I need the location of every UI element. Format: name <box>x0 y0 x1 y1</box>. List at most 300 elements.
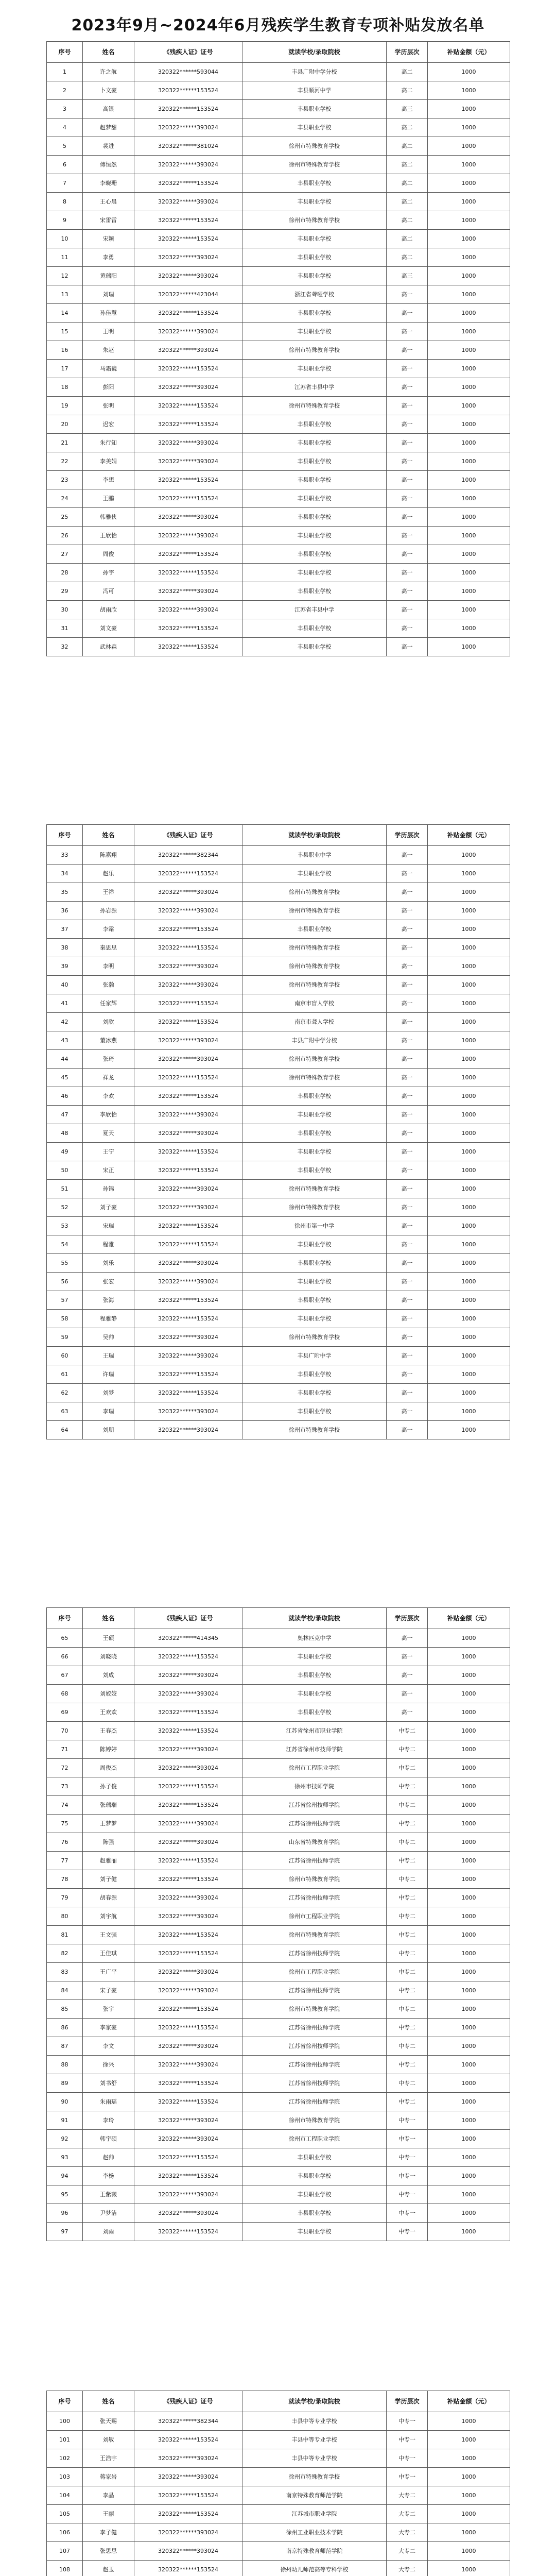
education-level: 中专二 <box>387 1870 428 1889</box>
education-level: 中专二 <box>387 1907 428 1926</box>
education-level: 高一 <box>387 1273 428 1291</box>
school-name: 徐州市工程职业学院 <box>242 1907 387 1926</box>
table-row <box>47 434 510 452</box>
subsidy-amount: 1000 <box>428 1777 510 1796</box>
student-name: 李美娟 <box>83 452 134 471</box>
table-row <box>47 304 510 323</box>
subsidy-amount: 1000 <box>428 63 510 81</box>
school-name: 江苏省徐州市职业学院 <box>242 1722 387 1740</box>
education-level: 高一 <box>387 471 428 489</box>
education-level: 高一 <box>387 1124 428 1143</box>
row-number: 63 <box>47 1402 83 1421</box>
education-level: 高一 <box>387 1143 428 1161</box>
subsidy-amount: 1000 <box>428 2486 510 2505</box>
student-name: 吴帅 <box>83 1328 134 1347</box>
education-level: 中专一 <box>387 2111 428 2130</box>
education-level: 高二 <box>387 137 428 156</box>
row-number: 21 <box>47 434 83 452</box>
school-name: 徐州市第一中学 <box>242 1217 387 1235</box>
column-header: 补贴金额（元） <box>428 2391 510 2412</box>
education-level: 高一 <box>387 619 428 638</box>
school-name: 丰县职业学校 <box>242 452 387 471</box>
table-header-row <box>47 42 510 63</box>
school-name: 丰县中等专业学校 <box>242 2412 387 2431</box>
row-number: 33 <box>47 846 83 865</box>
row-number: 25 <box>47 508 83 527</box>
row-number: 94 <box>47 2167 83 2185</box>
row-number: 70 <box>47 1722 83 1740</box>
school-name: 丰县广附中学分校 <box>242 1031 387 1050</box>
disability-cert-number: 320322******393024 <box>134 902 242 920</box>
student-name: 傅恒然 <box>83 156 134 174</box>
disability-cert-number: 320322******153524 <box>134 1722 242 1740</box>
school-name: 丰县职业学校 <box>242 508 387 527</box>
school-name: 丰县广附中学分校 <box>242 63 387 81</box>
disability-cert-number: 320322******393024 <box>134 341 242 360</box>
subsidy-amount: 1000 <box>428 2093 510 2111</box>
table-row <box>47 619 510 638</box>
table-page-1 <box>46 41 510 656</box>
row-number: 19 <box>47 397 83 415</box>
education-level: 高一 <box>387 883 428 902</box>
row-number: 15 <box>47 323 83 341</box>
subsidy-amount: 1000 <box>428 920 510 939</box>
disability-cert-number: 320322******393024 <box>134 2130 242 2148</box>
row-number: 59 <box>47 1328 83 1347</box>
student-name: 刘朋 <box>83 1421 134 1439</box>
subsidy-amount: 1000 <box>428 2542 510 2561</box>
education-level: 中专二 <box>387 2056 428 2074</box>
table-row <box>47 1402 510 1421</box>
table-row <box>47 2019 510 2037</box>
table-row <box>47 920 510 939</box>
subsidy-amount: 1000 <box>428 452 510 471</box>
school-name: 徐州市技师学院 <box>242 1777 387 1796</box>
school-name: 丰县广附中学 <box>242 1347 387 1365</box>
table-row <box>47 1254 510 1273</box>
school-name: 徐州工业职业技术学院 <box>242 2523 387 2542</box>
subsidy-amount: 1000 <box>428 638 510 656</box>
student-name: 夏天 <box>83 1124 134 1143</box>
education-level: 高二 <box>387 211 428 230</box>
student-name: 张天赐 <box>83 2412 134 2431</box>
school-name: 丰县职业学校 <box>242 1310 387 1328</box>
subsidy-amount: 1000 <box>428 1796 510 1815</box>
row-number: 4 <box>47 118 83 137</box>
subsidy-table <box>46 824 510 1439</box>
school-name: 江苏省徐州技师学院 <box>242 2019 387 2037</box>
education-level: 中专一 <box>387 2412 428 2431</box>
subsidy-amount: 1000 <box>428 415 510 434</box>
subsidy-amount: 1000 <box>428 1050 510 1069</box>
column-header: 姓名 <box>83 2391 134 2412</box>
student-name: 王文强 <box>83 1926 134 1944</box>
subsidy-amount: 1000 <box>428 267 510 285</box>
subsidy-amount: 1000 <box>428 341 510 360</box>
student-name: 孙宇 <box>83 564 134 582</box>
education-level: 高二 <box>387 63 428 81</box>
school-name: 丰县职业学校 <box>242 619 387 638</box>
school-name: 江苏省徐州技师学院 <box>242 1815 387 1833</box>
disability-cert-number: 320322******153524 <box>134 1087 242 1106</box>
education-level: 高三 <box>387 267 428 285</box>
disability-cert-number: 320322******393024 <box>134 1180 242 1198</box>
row-number: 16 <box>47 341 83 360</box>
table-row <box>47 1740 510 1759</box>
disability-cert-number: 320322******153524 <box>134 1291 242 1310</box>
disability-cert-number: 320322******393024 <box>134 1031 242 1050</box>
row-number: 102 <box>47 2449 83 2468</box>
student-name: 李欢 <box>83 1087 134 1106</box>
row-number: 55 <box>47 1254 83 1273</box>
subsidy-amount: 1000 <box>428 118 510 137</box>
disability-cert-number: 320322******153524 <box>134 2093 242 2111</box>
disability-cert-number: 320322******153524 <box>134 1235 242 1254</box>
subsidy-amount: 1000 <box>428 174 510 193</box>
subsidy-amount: 1000 <box>428 1815 510 1833</box>
table-row <box>47 638 510 656</box>
table-row <box>47 1722 510 1740</box>
table-page-4 <box>46 2391 510 2576</box>
table-row <box>47 902 510 920</box>
disability-cert-number: 320322******393024 <box>134 2204 242 2223</box>
disability-cert-number: 320322******153524 <box>134 2148 242 2167</box>
table-row <box>47 378 510 397</box>
education-level: 大专二 <box>387 2505 428 2523</box>
table-row <box>47 193 510 211</box>
education-level: 高一 <box>387 976 428 994</box>
row-number: 67 <box>47 1666 83 1685</box>
student-name: 李想 <box>83 471 134 489</box>
subsidy-amount: 1000 <box>428 1031 510 1050</box>
row-number: 101 <box>47 2431 83 2449</box>
school-name: 徐州市工程职业学院 <box>242 1759 387 1777</box>
education-level: 中专二 <box>387 1777 428 1796</box>
subsidy-amount: 1000 <box>428 1235 510 1254</box>
row-number: 64 <box>47 1421 83 1439</box>
table-row <box>47 248 510 267</box>
table-row <box>47 2130 510 2148</box>
subsidy-amount: 1000 <box>428 100 510 118</box>
subsidy-amount: 1000 <box>428 2000 510 2019</box>
student-name: 周俊 <box>83 545 134 564</box>
subsidy-amount: 1000 <box>428 137 510 156</box>
education-level: 高一 <box>387 415 428 434</box>
table-page-3 <box>46 1607 510 2241</box>
row-number: 34 <box>47 865 83 883</box>
education-level: 高一 <box>387 341 428 360</box>
school-name: 丰县职业学校 <box>242 174 387 193</box>
disability-cert-number: 320322******153524 <box>134 211 242 230</box>
column-header: 《残疾人证》证号 <box>134 42 242 63</box>
disability-cert-number: 320322******153524 <box>134 1870 242 1889</box>
subsidy-amount: 1000 <box>428 1963 510 1981</box>
school-name: 徐州市特殊教育学校 <box>242 883 387 902</box>
row-number: 52 <box>47 1198 83 1217</box>
row-number: 44 <box>47 1050 83 1069</box>
disability-cert-number: 320322******153524 <box>134 564 242 582</box>
school-name: 徐州市特殊教育学校 <box>242 1069 387 1087</box>
student-name: 张宇 <box>83 2000 134 2019</box>
subsidy-amount: 1000 <box>428 865 510 883</box>
student-name: 刘子豪 <box>83 1198 134 1217</box>
school-name: 丰县职业学校 <box>242 2167 387 2185</box>
table-row <box>47 360 510 378</box>
education-level: 高一 <box>387 1013 428 1031</box>
subsidy-amount: 1000 <box>428 2449 510 2468</box>
subsidy-amount: 1000 <box>428 1870 510 1889</box>
disability-cert-number: 320322******393024 <box>134 1124 242 1143</box>
disability-cert-number: 320322******423044 <box>134 285 242 304</box>
education-level: 高一 <box>387 1031 428 1050</box>
subsidy-amount: 1000 <box>428 230 510 248</box>
table-row <box>47 137 510 156</box>
disability-cert-number: 320322******153524 <box>134 2505 242 2523</box>
disability-cert-number: 320322******153524 <box>134 2000 242 2019</box>
school-name: 江苏省徐州技师学院 <box>242 2056 387 2074</box>
row-number: 41 <box>47 994 83 1013</box>
table-row <box>47 957 510 976</box>
student-name: 王紫薇 <box>83 2185 134 2204</box>
subsidy-amount: 1000 <box>428 1703 510 1722</box>
student-name: 王心晨 <box>83 193 134 211</box>
subsidy-amount: 1000 <box>428 1759 510 1777</box>
row-number: 66 <box>47 1648 83 1666</box>
school-name: 丰县职业学校 <box>242 489 387 508</box>
student-name: 张宏 <box>83 1273 134 1291</box>
row-number: 105 <box>47 2505 83 2523</box>
table-row <box>47 1031 510 1050</box>
education-level: 高一 <box>387 1291 428 1310</box>
school-name: 丰县职业学校 <box>242 2185 387 2204</box>
school-name: 丰县职业学校 <box>242 360 387 378</box>
student-name: 韩宇硕 <box>83 2130 134 2148</box>
student-name: 刘瑞 <box>83 285 134 304</box>
table-row <box>47 883 510 902</box>
school-name: 江苏省徐州技师学院 <box>242 2074 387 2093</box>
table-row <box>47 2468 510 2486</box>
disability-cert-number: 320322******153524 <box>134 304 242 323</box>
student-name: 迟宏 <box>83 415 134 434</box>
student-name: 张琦 <box>83 1050 134 1069</box>
disability-cert-number: 320322******393024 <box>134 2185 242 2204</box>
education-level: 高一 <box>387 323 428 341</box>
education-level: 中专二 <box>387 1759 428 1777</box>
row-number: 26 <box>47 527 83 545</box>
student-name: 赵梦甜 <box>83 118 134 137</box>
education-level: 高一 <box>387 360 428 378</box>
subsidy-amount: 1000 <box>428 1889 510 1907</box>
column-header: 《残疾人证》证号 <box>134 2391 242 2412</box>
table-row <box>47 1852 510 1870</box>
school-name: 徐州市特殊教育学校 <box>242 1421 387 1439</box>
disability-cert-number: 320322******393024 <box>134 883 242 902</box>
education-level: 中专一 <box>387 2130 428 2148</box>
disability-cert-number: 320322******153524 <box>134 1161 242 1180</box>
row-number: 106 <box>47 2523 83 2542</box>
table-row <box>47 2056 510 2074</box>
school-name: 丰县职业学校 <box>242 100 387 118</box>
education-level: 高一 <box>387 1347 428 1365</box>
student-name: 卜文豪 <box>83 81 134 100</box>
subsidy-table <box>46 41 510 656</box>
education-level: 高一 <box>387 378 428 397</box>
disability-cert-number: 320322******153524 <box>134 1069 242 1087</box>
row-number: 36 <box>47 902 83 920</box>
row-number: 74 <box>47 1796 83 1815</box>
student-name: 刘梦 <box>83 1384 134 1402</box>
education-level: 高一 <box>387 1069 428 1087</box>
subsidy-amount: 1000 <box>428 1180 510 1198</box>
disability-cert-number: 320322******153524 <box>134 1777 242 1796</box>
education-level: 中专二 <box>387 1889 428 1907</box>
subsidy-amount: 1000 <box>428 1648 510 1666</box>
school-name: 浙江省聋哑学校 <box>242 285 387 304</box>
subsidy-table <box>46 2391 510 2576</box>
education-level: 中专二 <box>387 2019 428 2037</box>
row-number: 14 <box>47 304 83 323</box>
education-level: 中专二 <box>387 1796 428 1815</box>
table-row <box>47 2148 510 2167</box>
school-name: 徐州市特殊教育学校 <box>242 2468 387 2486</box>
disability-cert-number: 320322******153524 <box>134 2167 242 2185</box>
disability-cert-number: 320322******153524 <box>134 545 242 564</box>
school-name: 丰县中等专业学校 <box>242 2431 387 2449</box>
row-number: 31 <box>47 619 83 638</box>
education-level: 高二 <box>387 174 428 193</box>
school-name: 丰县顺河中学 <box>242 81 387 100</box>
education-level: 高一 <box>387 846 428 865</box>
row-number: 79 <box>47 1889 83 1907</box>
disability-cert-number: 320322******153524 <box>134 1143 242 1161</box>
table-row <box>47 1666 510 1685</box>
subsidy-amount: 1000 <box>428 156 510 174</box>
student-name: 朱行知 <box>83 434 134 452</box>
subsidy-amount: 1000 <box>428 1421 510 1439</box>
subsidy-amount: 1000 <box>428 994 510 1013</box>
row-number: 18 <box>47 378 83 397</box>
student-name: 李杨 <box>83 2167 134 2185</box>
table-row <box>47 1050 510 1069</box>
student-name: 赵帅 <box>83 2148 134 2167</box>
student-name: 张海 <box>83 1291 134 1310</box>
disability-cert-number: 320322******153524 <box>134 2074 242 2093</box>
student-name: 李欣怡 <box>83 1106 134 1124</box>
subsidy-amount: 1000 <box>428 976 510 994</box>
student-name: 陈婷婷 <box>83 1740 134 1759</box>
row-number: 47 <box>47 1106 83 1124</box>
table-row <box>47 285 510 304</box>
table-row <box>47 341 510 360</box>
table-row <box>47 1963 510 1981</box>
school-name: 徐州市工程职业学院 <box>242 1963 387 1981</box>
disability-cert-number: 320322******153524 <box>134 638 242 656</box>
table-row <box>47 2486 510 2505</box>
subsidy-amount: 1000 <box>428 619 510 638</box>
school-name: 江苏省徐州技师学院 <box>242 1852 387 1870</box>
school-name: 山东省特殊教育学院 <box>242 1833 387 1852</box>
table-row <box>47 1981 510 2000</box>
subsidy-amount: 1000 <box>428 846 510 865</box>
school-name: 江苏省徐州技师学院 <box>242 1796 387 1815</box>
school-name: 徐州市特殊教育学校 <box>242 976 387 994</box>
school-name: 江苏省徐州技师学院 <box>242 1981 387 2000</box>
table-row <box>47 1161 510 1180</box>
school-name: 徐州市特殊教育学校 <box>242 1180 387 1198</box>
row-number: 23 <box>47 471 83 489</box>
education-level: 中专二 <box>387 1852 428 1870</box>
row-number: 97 <box>47 2223 83 2241</box>
subsidy-table <box>46 1607 510 2241</box>
table-row <box>47 452 510 471</box>
school-name: 徐州市特殊教育学校 <box>242 1050 387 1069</box>
table-row <box>47 2204 510 2223</box>
disability-cert-number: 320322******153524 <box>134 471 242 489</box>
student-name: 程雅静 <box>83 1310 134 1328</box>
table-row <box>47 1870 510 1889</box>
subsidy-amount: 1000 <box>428 601 510 619</box>
student-name: 董冰燕 <box>83 1031 134 1050</box>
education-level: 高一 <box>387 564 428 582</box>
table-row <box>47 1889 510 1907</box>
row-number: 75 <box>47 1815 83 1833</box>
disability-cert-number: 320322******393024 <box>134 1347 242 1365</box>
table-row <box>47 1143 510 1161</box>
school-name: 徐州市特殊教育学校 <box>242 957 387 976</box>
row-number: 7 <box>47 174 83 193</box>
table-row <box>47 527 510 545</box>
disability-cert-number: 320322******153524 <box>134 1852 242 1870</box>
school-name: 丰县职业学校 <box>242 1087 387 1106</box>
column-header: 就读学校/录取院校 <box>242 2391 387 2412</box>
education-level: 高一 <box>387 527 428 545</box>
education-level: 高一 <box>387 1421 428 1439</box>
subsidy-amount: 1000 <box>428 2056 510 2074</box>
student-name: 裴进 <box>83 137 134 156</box>
disability-cert-number: 320322******153524 <box>134 920 242 939</box>
student-name: 王梦梦 <box>83 1815 134 1833</box>
row-number: 76 <box>47 1833 83 1852</box>
disability-cert-number: 320322******153524 <box>134 81 242 100</box>
column-header: 姓名 <box>83 42 134 63</box>
disability-cert-number: 320322******393024 <box>134 1198 242 1217</box>
education-level: 高一 <box>387 1703 428 1722</box>
student-name: 刘敏 <box>83 2431 134 2449</box>
subsidy-amount: 1000 <box>428 471 510 489</box>
school-name: 徐州市特殊教育学校 <box>242 902 387 920</box>
column-header: 就读学校/录取院校 <box>242 825 387 846</box>
student-name: 刘书舒 <box>83 2074 134 2093</box>
subsidy-amount: 1000 <box>428 2561 510 2576</box>
student-name: 赵乐 <box>83 865 134 883</box>
school-name: 徐州市特殊教育学校 <box>242 156 387 174</box>
student-name: 王鹏 <box>83 489 134 508</box>
column-header: 学历层次 <box>387 42 428 63</box>
education-level: 中专一 <box>387 2148 428 2167</box>
table-row <box>47 1384 510 1402</box>
table-row <box>47 2505 510 2523</box>
student-name: 徐兴 <box>83 2056 134 2074</box>
education-level: 高一 <box>387 1050 428 1069</box>
school-name: 丰县职业学校 <box>242 564 387 582</box>
disability-cert-number: 320322******153524 <box>134 1365 242 1384</box>
row-number: 1 <box>47 63 83 81</box>
education-level: 高一 <box>387 304 428 323</box>
disability-cert-number: 320322******153524 <box>134 1703 242 1722</box>
education-level: 中专一 <box>387 2204 428 2223</box>
school-name: 丰县职业学校 <box>242 118 387 137</box>
row-number: 35 <box>47 883 83 902</box>
